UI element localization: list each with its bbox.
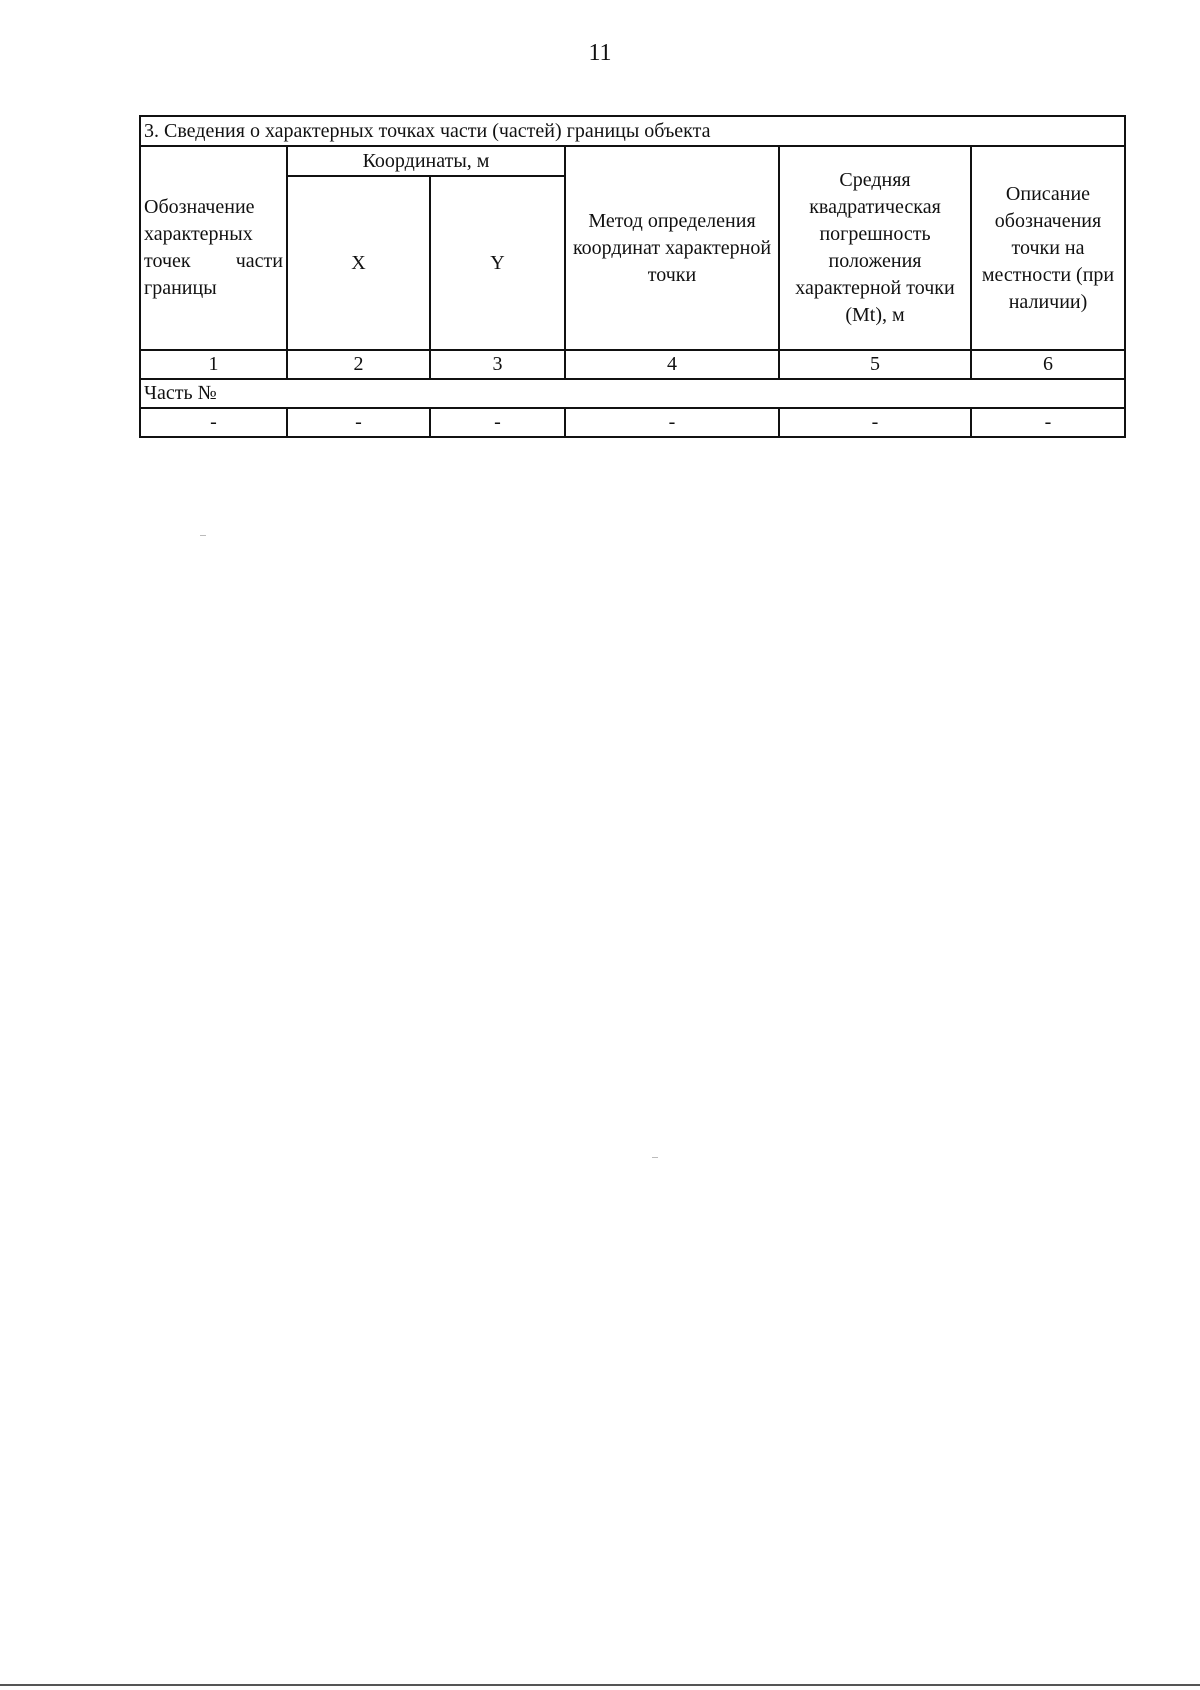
scan-edge-line (0, 1684, 1200, 1686)
table-cell: - (779, 408, 971, 437)
header-method: Метод определения координат характерной точки (565, 146, 779, 350)
table-cell: - (140, 408, 287, 437)
column-number: 6 (971, 350, 1125, 379)
scan-speck (200, 535, 206, 536)
header-y: Y (430, 176, 565, 350)
scan-speck (652, 1157, 658, 1158)
column-number: 2 (287, 350, 430, 379)
part-label: Часть № (140, 379, 1125, 408)
column-number: 4 (565, 350, 779, 379)
header-designation (140, 146, 287, 350)
table-cell: - (971, 408, 1125, 437)
table-cell: - (287, 408, 430, 437)
table-cell: - (565, 408, 779, 437)
header-description: Описание обозначения точки на местности (при наличии) (971, 146, 1125, 350)
table-cell: - (430, 408, 565, 437)
table-row (140, 408, 1125, 437)
header-error: Средняя квадратическая погрешность положения характерной точки (Mt), м (779, 146, 971, 350)
header-designation-line-2: характерных (144, 223, 253, 245)
page-number: 11 (588, 40, 612, 66)
column-number-row (140, 350, 1125, 379)
header-x: X (287, 176, 430, 350)
column-number: 1 (140, 350, 287, 379)
characteristic-points-table (139, 115, 1126, 438)
column-number: 3 (430, 350, 565, 379)
header-designation-line-1: Обозначение (144, 196, 255, 218)
section-title: 3. Сведения о характерных точках части (частей) границы объекта (140, 116, 1125, 146)
header-designation-line-3: точек части (144, 250, 283, 272)
column-number: 5 (779, 350, 971, 379)
header-coordinates: Координаты, м (287, 146, 565, 176)
header-designation-line-4: границы (144, 277, 217, 299)
